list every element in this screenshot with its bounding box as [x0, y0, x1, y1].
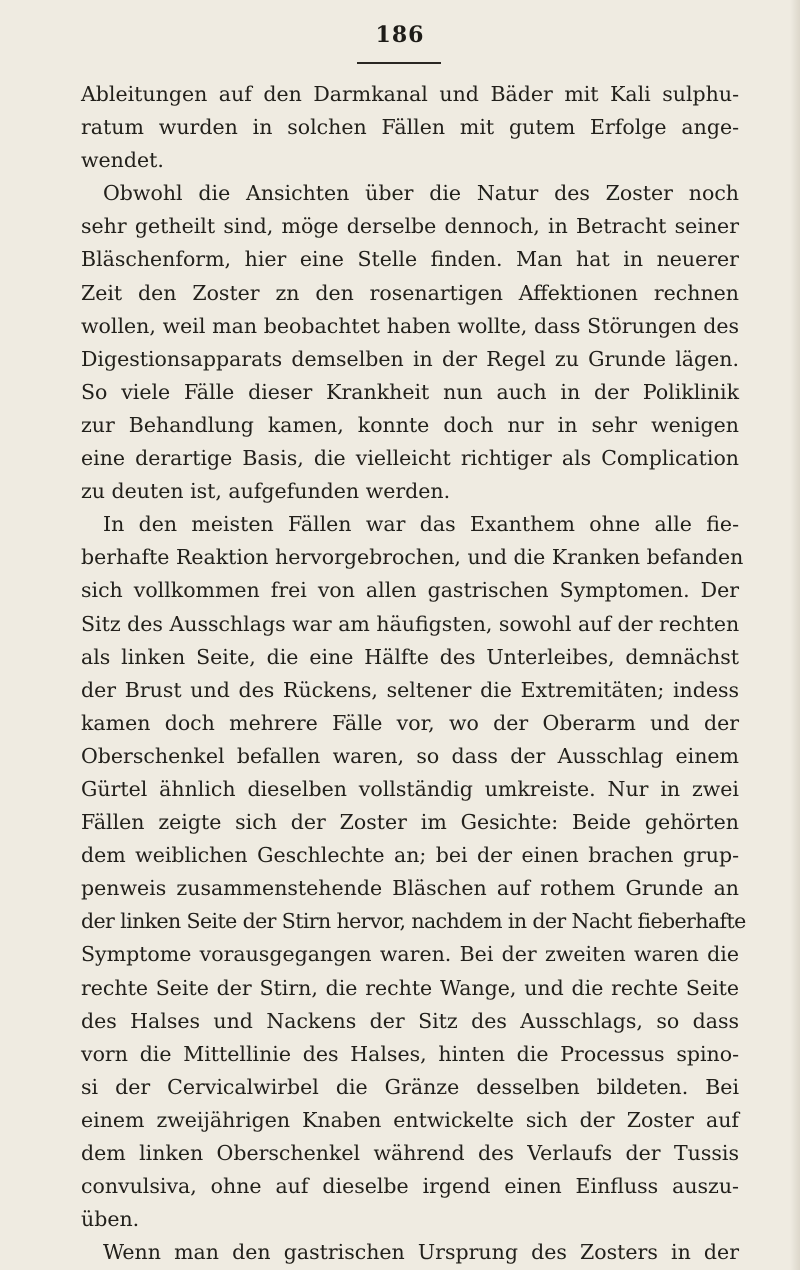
text-line: des Halses und Nackens der Sitz des Ausschlags, so dass — [81, 1008, 739, 1033]
body-text — [81, 78, 746, 1269]
text-line: üben. — [81, 1207, 140, 1232]
text-line: Obwohl die Ansichten über die Natur des Zoster noch — [103, 181, 739, 206]
text-line: der linken Seite der Stirn hervor, nachdem in der Nacht fieberhafte — [81, 909, 746, 934]
text-line: Sitz des Ausschlags war am häufigsten, sowohl auf der rechten — [81, 611, 740, 636]
text-line: Gürtel ähnlich dieselben vollständig umkreiste. Nur in zwei — [81, 776, 739, 801]
text-line: So viele Fälle dieser Krankheit nun auch in der Poliklinik — [81, 379, 739, 404]
text-line: dem weiblichen Geschlechte an; bei der einen brachen grup- — [81, 843, 739, 868]
text-line: Digestionsapparats demselben in der Regel zu Grunde lägen. — [81, 346, 739, 371]
page-edge-shadow — [790, 0, 800, 1270]
text-line: Wenn man den gastrischen Ursprung des Zosters in der — [103, 1240, 739, 1265]
text-line: dem linken Oberschenkel während des Verlaufs der Tussis — [81, 1141, 739, 1165]
text-line: Bläschenform, hier eine Stelle finden. Man hat in neuerer — [81, 247, 739, 272]
text-line: zu deuten ist, aufgefunden werden. — [81, 479, 451, 504]
text-line: rechte Seite der Stirn, die rechte Wange, und die rechte Seite — [81, 975, 739, 1000]
text-line: penweis zusammenstehende Bläschen auf rothem Grunde an — [81, 876, 739, 901]
text-line: Zeit den Zoster zn den rosenartigen Affektionen rechnen — [81, 280, 739, 305]
text-line: wollen, weil man beobachtet haben wollte, dass Störungen des — [81, 313, 739, 338]
text-line: ratum wurden in solchen Fällen mit gutem Erfolge ange- — [81, 115, 739, 140]
text-line: vorn die Mittellinie des Halses, hinten die Processus spino- — [81, 1041, 739, 1066]
text-line: Symptome vorausgegangen waren. Bei der zweiten waren die — [81, 942, 739, 967]
text-line: convulsiva, ohne auf dieselbe irgend einen Einfluss auszu- — [81, 1174, 739, 1199]
text-line: einem zweijährigen Knaben entwickelte sich der Zoster auf — [81, 1107, 739, 1132]
text-line: sich vollkommen frei von allen gastrischen Symptomen. Der — [81, 578, 739, 603]
text-line: In den meisten Fällen war das Exanthem ohne alle fie- — [103, 512, 739, 537]
text-line: eine derartige Basis, die vielleicht richtiger als Complication — [81, 446, 739, 471]
text-line: Ableitungen auf den Darmkanal und Bäder mit Kali sulphu- — [81, 82, 739, 106]
text-line: Oberschenkel befallen waren, so dass der Ausschlag einem — [81, 743, 739, 768]
text-line: als linken Seite, die eine Hälfte des Unterleibes, demnächst — [81, 644, 739, 669]
text-line: der Brust und des Rückens, seltener die Extremitäten; indess — [81, 677, 739, 702]
page-number-underline — [357, 62, 441, 64]
text-line: wendet. — [81, 148, 164, 173]
text-line: sehr getheilt sind, möge derselbe dennoch, in Betracht seiner — [81, 214, 739, 239]
page-number: 186 — [375, 22, 425, 48]
text-line: kamen doch mehrere Fälle vor, wo der Oberarm und der — [81, 710, 739, 735]
text-line: berhafte Reaktion hervorgebrochen, und die Kranken befanden — [81, 545, 744, 570]
text-line: Fällen zeigte sich der Zoster im Gesichte: Beide gehörten — [81, 810, 739, 835]
text-line: zur Behandlung kamen, konnte doch nur in sehr wenigen — [81, 412, 739, 437]
text-line: si der Cervicalwirbel die Gränze desselben bildeten. Bei — [81, 1074, 739, 1099]
